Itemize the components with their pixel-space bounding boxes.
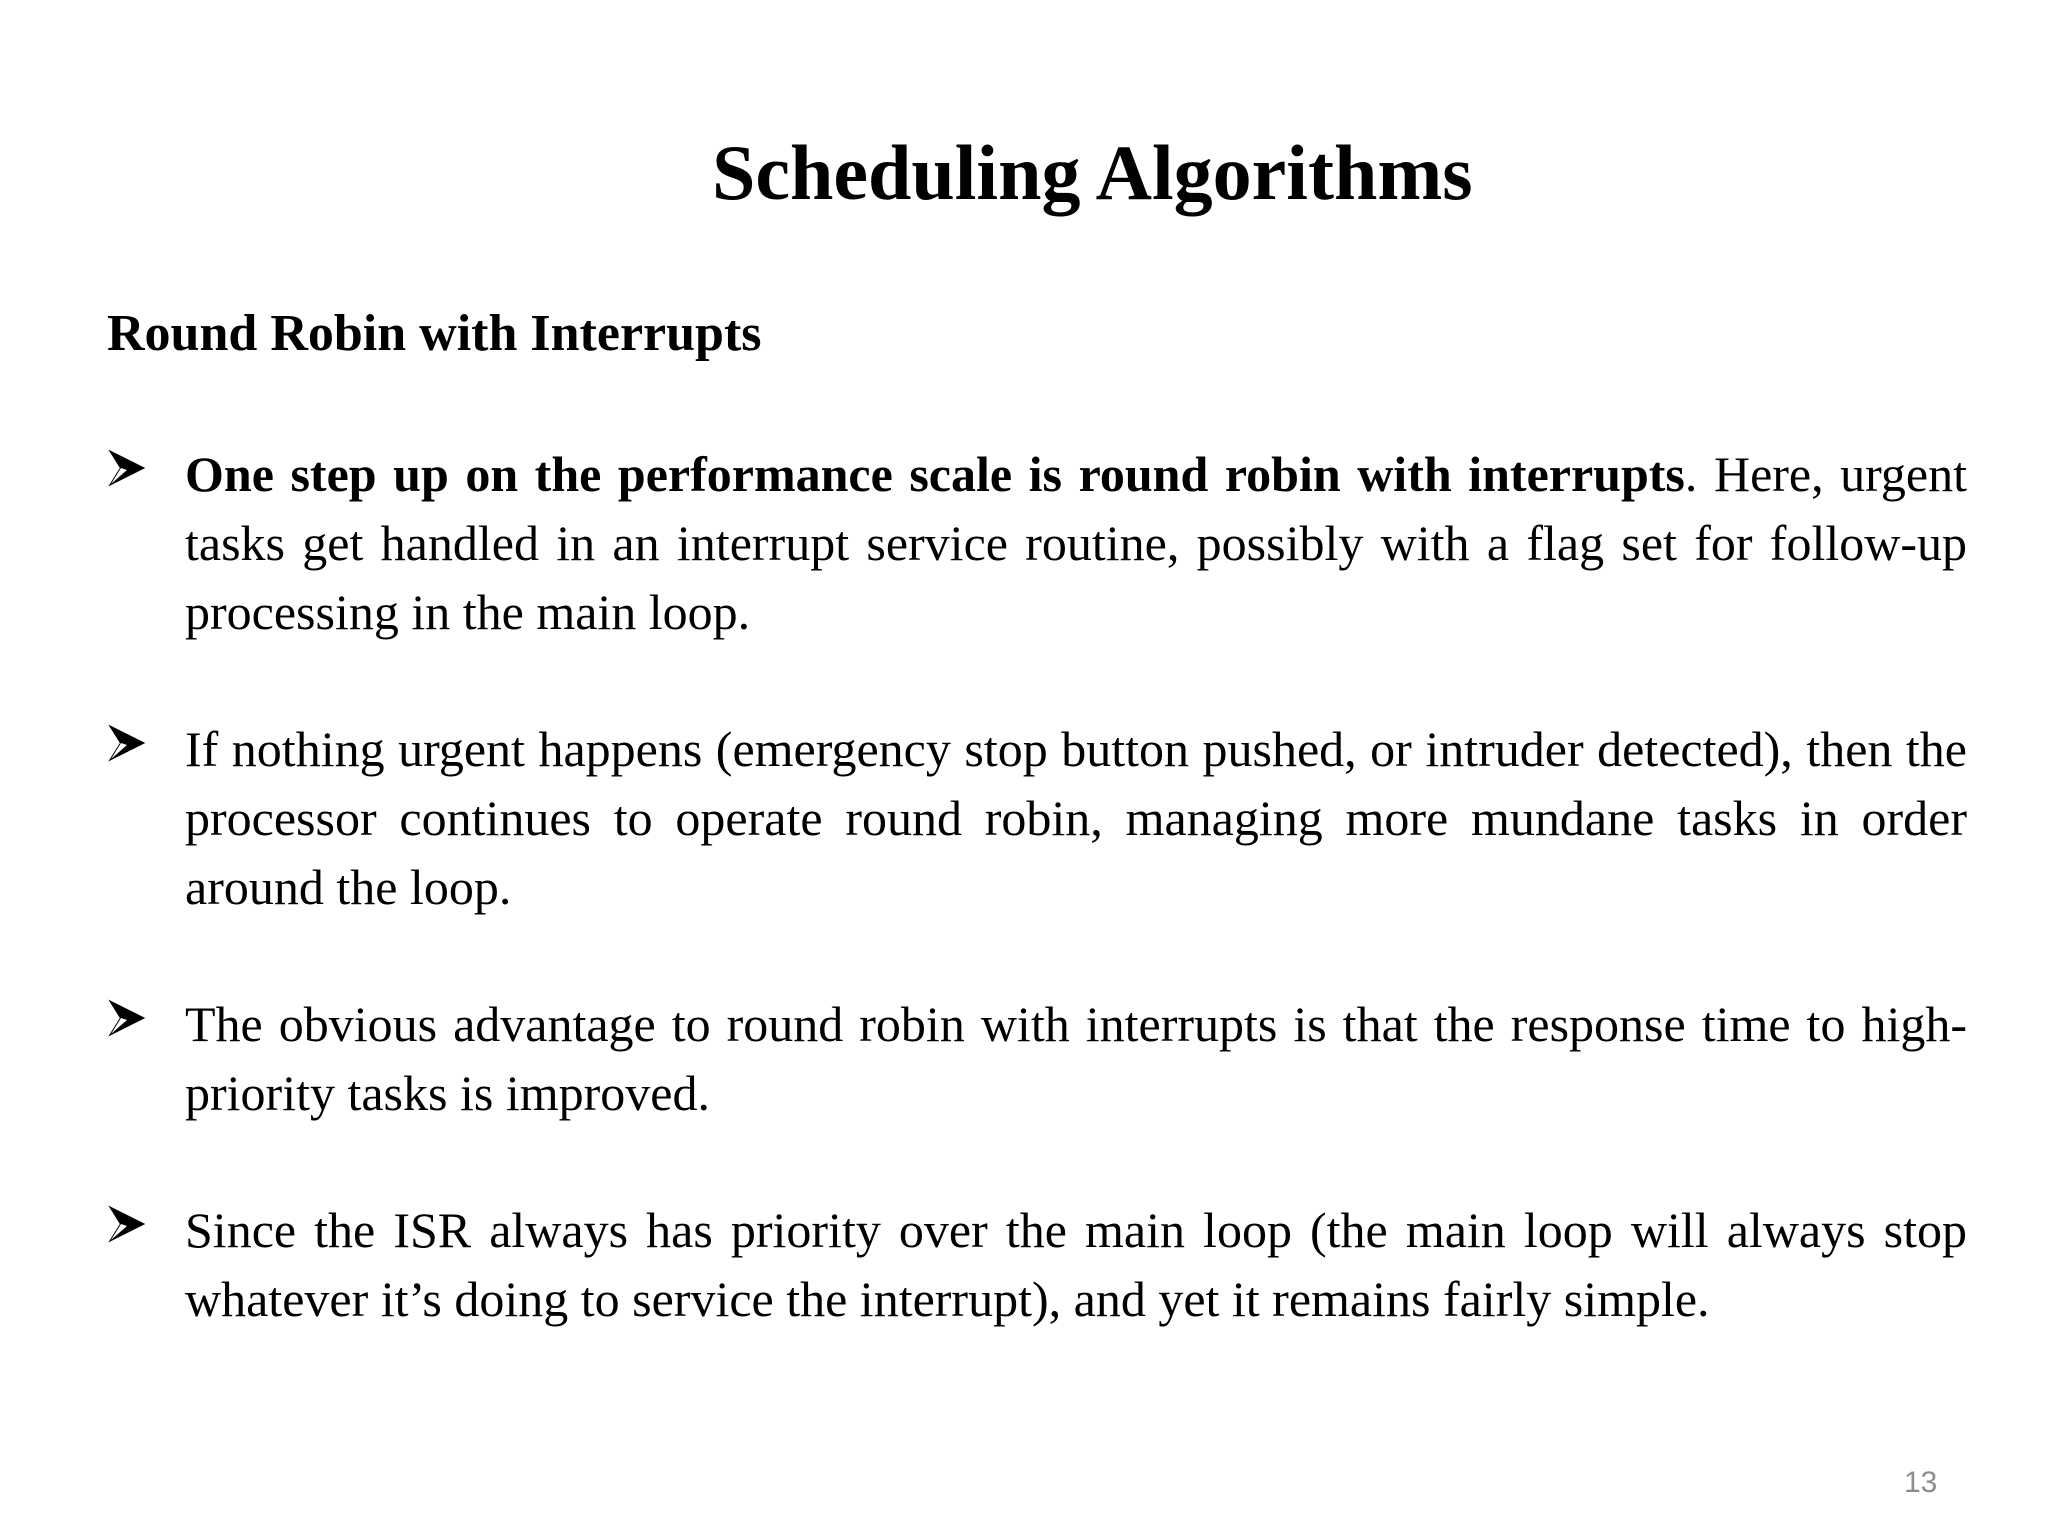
arrowhead-bullet-icon (107, 1204, 147, 1244)
page-number: 13 (1904, 1466, 1938, 1499)
bullet-text (185, 996, 1967, 1121)
bullet-regular-text: Since the ISR always has priority over the main loop (the main loop will always stop whatever it’s doing to service the interrupt), and yet it remains fairly simple. (185, 1202, 1967, 1327)
bullet-text (185, 446, 1967, 640)
slide-title: Scheduling Algorithms (712, 129, 1473, 216)
arrowhead-bullet-icon (107, 723, 147, 763)
bullet-text (185, 1202, 1967, 1327)
bullet-list (107, 440, 1967, 1402)
title-container (712, 128, 1912, 228)
section-heading: Round Robin with Interrupts (107, 305, 762, 362)
bullet-regular-text: If nothing urgent happens (emergency stop button pushed, or intruder detected), then the processor continues to operate round robin, managing more mundane tasks in order around the loop. (185, 721, 1967, 915)
bullet-item (107, 440, 1967, 647)
bullet-item (107, 990, 1967, 1128)
arrowhead-bullet-icon (107, 998, 147, 1038)
bullet-text (185, 721, 1967, 915)
arrowhead-bullet-icon (107, 448, 147, 488)
bullet-regular-text: . Here, urgent tasks get handled in an interrupt service routine, possibly with a flag set for follow-up processing in the main loop. (185, 446, 1967, 640)
bullet-bold-text: One step up on the performance scale is round robin with interrupts (185, 446, 1685, 502)
bullet-item (107, 715, 1967, 922)
bullet-regular-text: The obvious advantage to round robin with interrupts is that the response time to high-priority tasks is improved. (185, 996, 1967, 1121)
bullet-item (107, 1196, 1967, 1334)
